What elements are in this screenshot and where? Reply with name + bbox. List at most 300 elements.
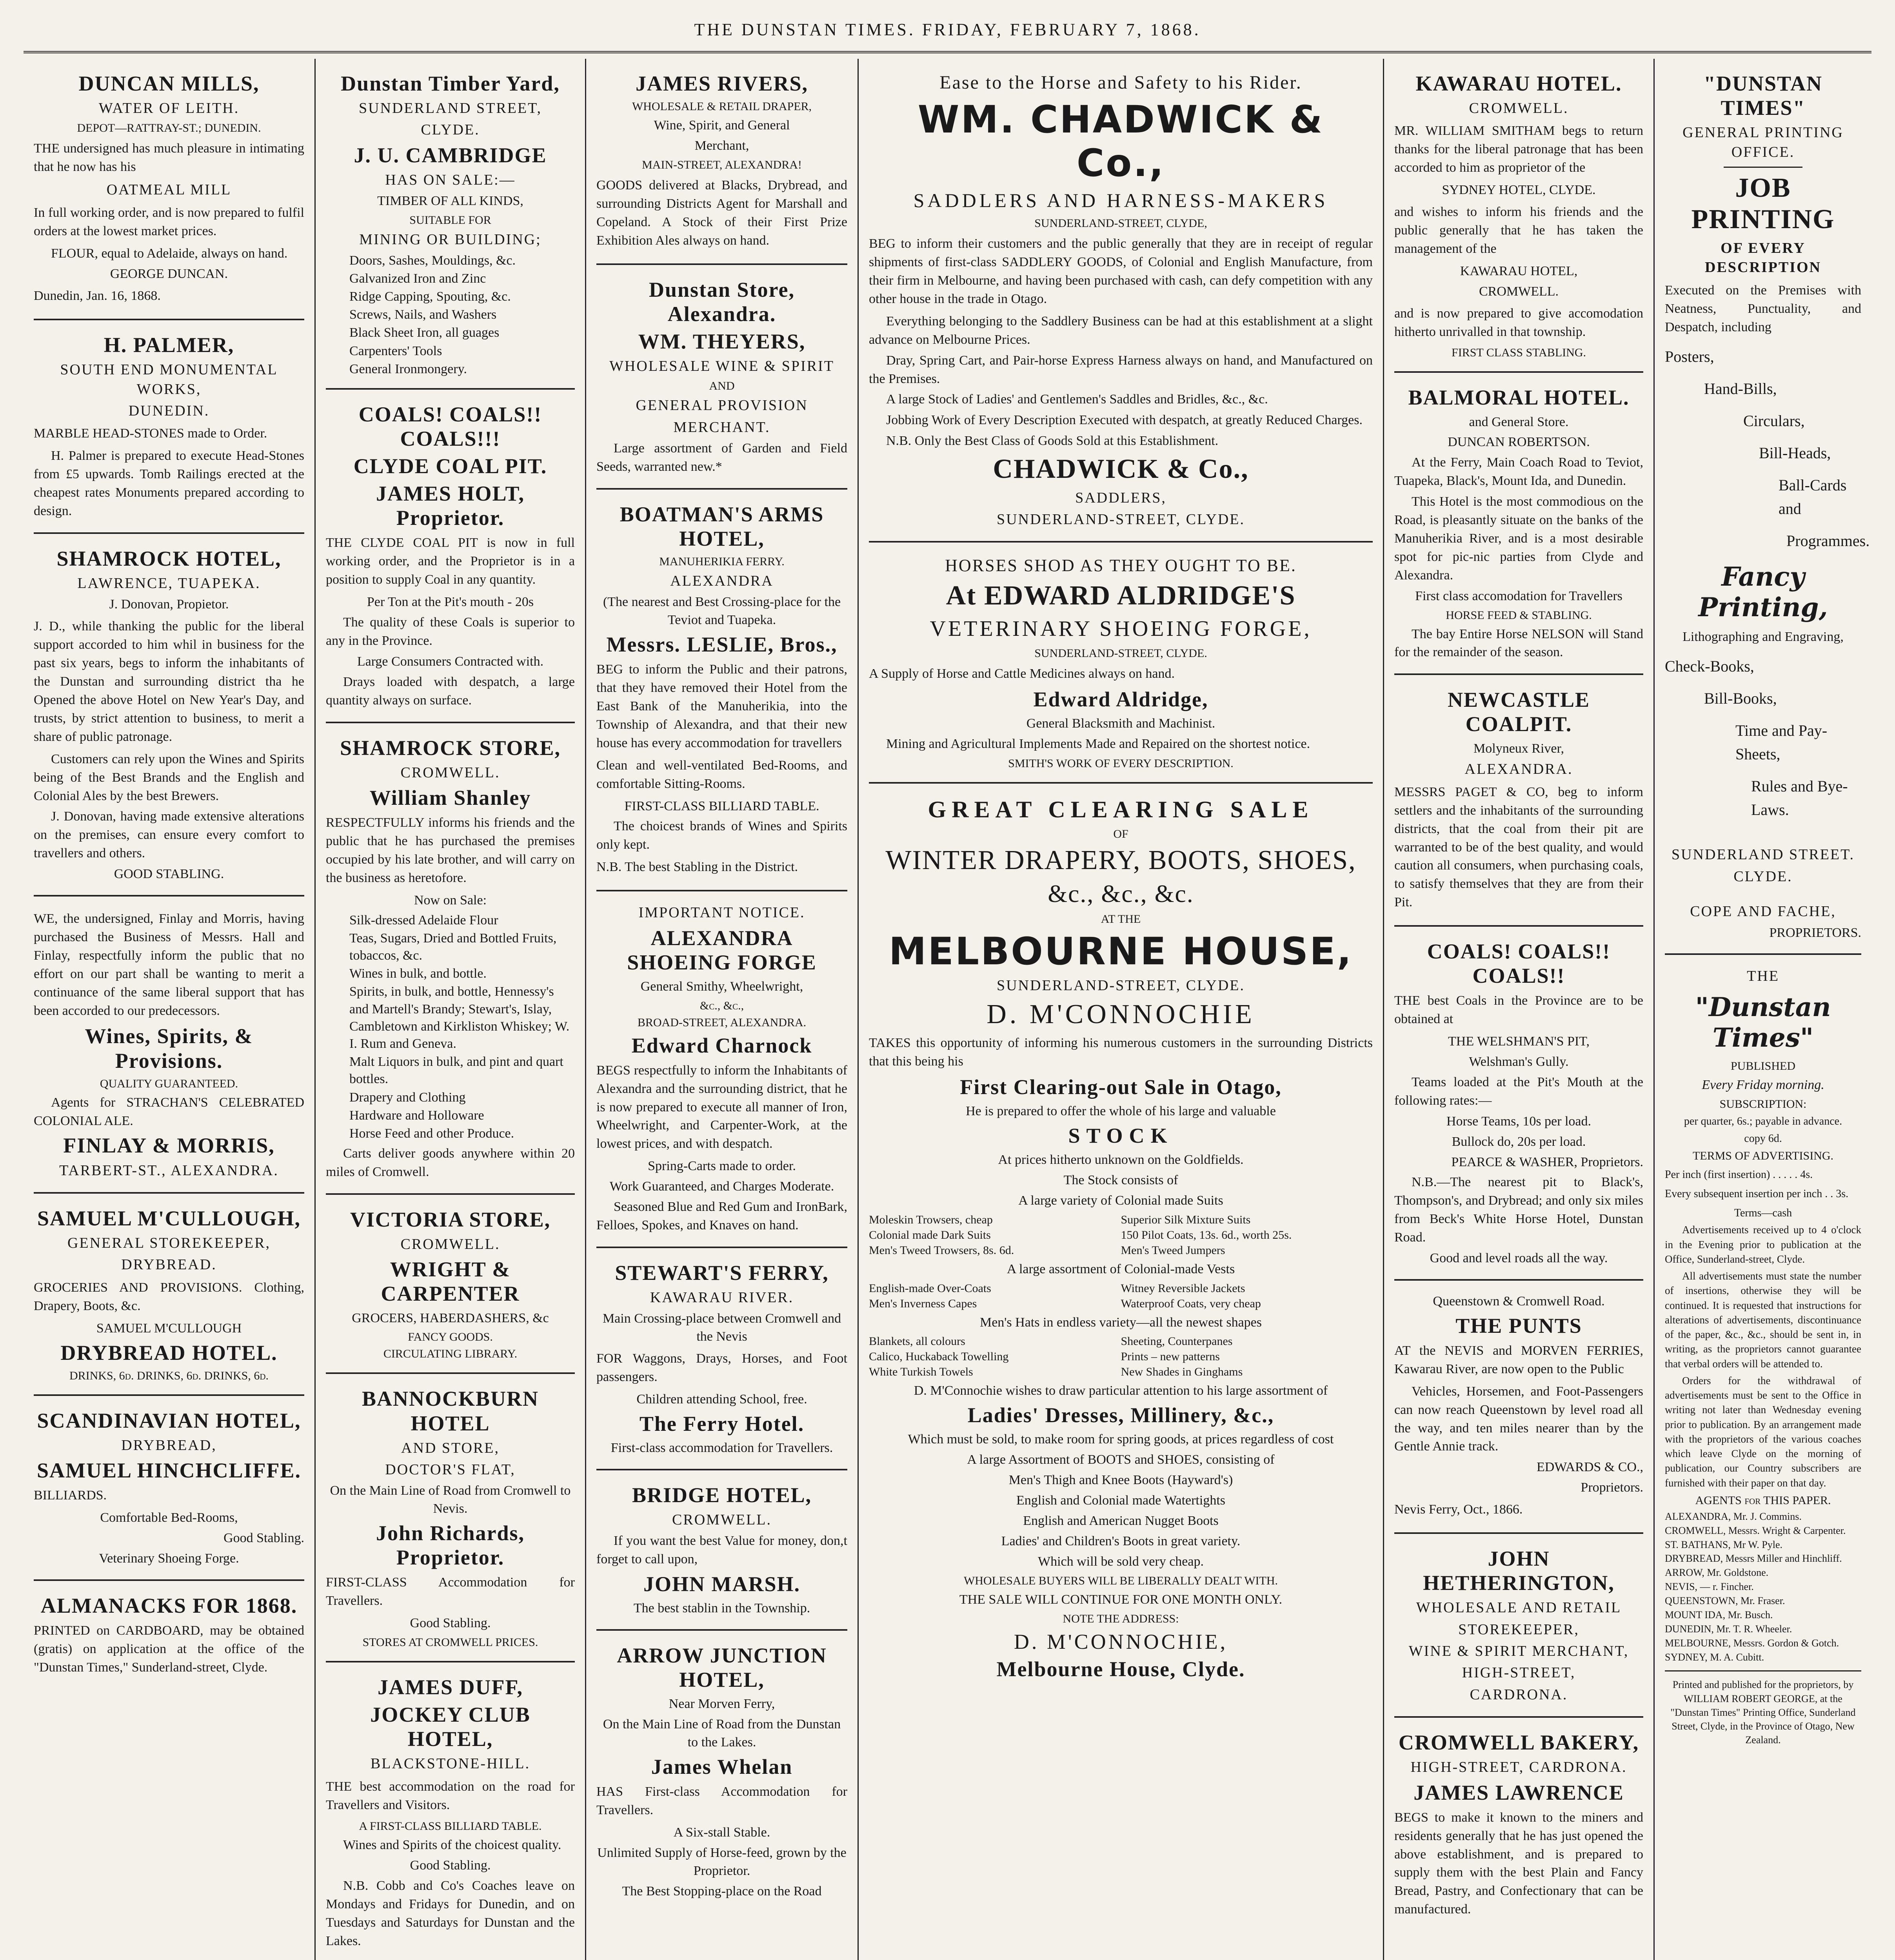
list-item: Bill-Heads, <box>1759 444 1831 462</box>
ad-text: THE SALE WILL CONTINUE FOR ONE MONTH ONLY. <box>959 1592 1283 1607</box>
list-item: Programmes. <box>1786 532 1870 550</box>
ad-name: James Whelan <box>651 1755 793 1779</box>
agents-heading: AGENTS for THIS PAPER. <box>1695 1494 1831 1507</box>
subscription-rate: per quarter, 6s.; payable in advance. <box>1684 1115 1842 1127</box>
ad-subtitle: LAWRENCE, TUAPEKA. <box>77 575 261 592</box>
ad-name: JOHN MARSH. <box>643 1572 800 1596</box>
ad-name: Edward Aldridge, <box>1033 687 1208 711</box>
goods-col-right <box>1121 1281 1373 1311</box>
ad-text: MESSRS PAGET & CO, beg to inform settlers and the inhabitants of the surrounding districts, that the coal from their pit are warranted to be of the best quality, and would caution all consumers, when purchasing coals, to satisfy themselves that they are from their Pit. <box>1394 784 1643 910</box>
ad-title: KAWARAU HOTEL. <box>1415 72 1622 95</box>
ad-note: NOTE THE ADDRESS: <box>1063 1612 1179 1625</box>
ad-date: Dunedin, Jan. 16, 1868. <box>34 289 161 303</box>
column-4 <box>859 59 1384 1960</box>
ad-subtitle: Near Morven Ferry, <box>669 1697 775 1711</box>
ad-duncan-mills <box>34 59 304 320</box>
ad-welshmans-pit <box>1394 927 1643 1281</box>
list-item: Carpenters' Tools <box>349 343 442 358</box>
ad-title: SAMUEL M'CULLOUGH, <box>37 1206 301 1230</box>
ad-name: D. M'CONNOCHIE, <box>1014 1630 1228 1653</box>
ad-text: Good Stabling. <box>223 1531 304 1546</box>
ad-sale: HAS ON SALE:— <box>385 171 516 188</box>
ad-city: ALEXANDRA <box>670 572 774 589</box>
list-item: Sheeting, Counterpanes <box>1121 1335 1233 1348</box>
ad-text: Merchant, <box>694 138 749 153</box>
ad-address: BROAD-STREET, ALEXANDRA. <box>637 1016 807 1029</box>
ad-name: DUNCAN ROBERTSON. <box>1448 435 1590 450</box>
ad-city: CLYDE. <box>1733 868 1793 885</box>
ad-subtitle: SUNDERLAND STREET, <box>358 100 542 117</box>
ad-proprietors: PROPRIETORS. <box>1769 925 1861 940</box>
ad-subtitle: AND STORE, <box>401 1439 500 1456</box>
ad-text: Now on Sale: <box>414 893 487 907</box>
ad-proprietor: JAMES HOLT, Proprietor. <box>376 482 525 530</box>
ad-subtitle: GENERAL STOREKEEPER, <box>67 1235 271 1252</box>
list-item: Blankets, all colours <box>869 1335 965 1348</box>
ad-text: THE best Coals in the Province are to be obtained at <box>1394 993 1643 1027</box>
ad-name: Edward Charnock <box>631 1033 812 1057</box>
ad-signature: GEORGE DUNCAN. <box>110 267 228 281</box>
ad-text: GOODS delivered at Blacks, Drybread, and surrounding Districts Agent for Marshall and Copeland. A Stock of their First Prize Exhibition Ales always on hand. <box>596 178 847 248</box>
ad-address: SUNDERLAND-STREET, CLYDE, <box>1034 217 1207 230</box>
ad-title: STEWART'S FERRY, <box>615 1261 829 1285</box>
ad-hotel: DRYBREAD HOTEL. <box>60 1341 278 1365</box>
ad-text: WHOLESALE BUYERS WILL BE LIBERALLY DEALT WITH. <box>963 1574 1278 1587</box>
goods-table <box>869 1281 1373 1311</box>
ad-firm: FINLAY & MORRIS, <box>63 1134 275 1158</box>
ad-text: Unlimited Supply of Horse-feed, grown by the Proprietor. <box>597 1845 847 1878</box>
ad-firm: WRIGHT & CARPENTER <box>381 1258 520 1306</box>
subscription-heading: SUBSCRIPTION: <box>1719 1097 1807 1111</box>
ad-title: CROMWELL BAKERY, <box>1398 1731 1639 1755</box>
ad-text: GENERAL PROVISION <box>636 397 808 414</box>
paper-name: "Dunstan Times" <box>1695 991 1831 1053</box>
goods-col-left <box>869 1212 1121 1258</box>
ad-text: (The nearest and Best Crossing-place for the Teviot and Tuapeka. <box>603 595 841 628</box>
ad-address: SUNDERLAND-STREET, CLYDE. <box>996 511 1245 528</box>
ad-clearing-sale <box>869 784 1373 1694</box>
ad-title: Dunstan Timber Yard, <box>341 72 560 95</box>
ad-text: STOREKEEPER, <box>1458 1621 1579 1638</box>
ad-title: SHAMROCK HOTEL, <box>56 547 282 570</box>
agent-item: ST. BATHANS, Mr W. Pyle. <box>1665 1539 1783 1550</box>
ad-text: J. D., while thanking the public for the liberal support accorded to him whil in business for the past six years, begs to inform the inhabitants of the Dunstan and surrounding district tha he Opened the above Hotel on New Year's Day, and trusts, by strict attention to business, to merit a share of public patronage. <box>34 619 304 744</box>
ad-victoria-store <box>326 1195 575 1374</box>
ad-name: WM. THEYERS, <box>638 329 806 353</box>
ad-text: Veterinary Shoeing Forge. <box>99 1551 239 1566</box>
ad-text: Good Stabling. <box>410 1616 491 1631</box>
ad-title: JOCKEY CLUB HOTEL, <box>370 1703 531 1751</box>
list-item: English and American Nugget Boots <box>1023 1513 1219 1528</box>
ad-text: RESPECTFULLY informs his friends and the public that he has purchased the premises occupied by his late brother, and will carry on the business as heretofore. <box>326 815 575 885</box>
terms-text: All advertisements must state the number of insertions, otherwise they will be continued. It is requested that instructions for alterations of advertisements, discontinuance of the paper, &c., &c., should be sent in, in writing, as the proprietors cannot guarantee that verbal orders will be attended to. <box>1665 1270 1861 1370</box>
subscription-copy: copy 6d. <box>1744 1132 1782 1145</box>
list-item: Men's Tweed Trowsers, 8s. 6d. <box>869 1243 1014 1257</box>
ad-aldridge <box>869 543 1373 783</box>
ad-text: Drays loaded with despatch, a large quantity always on surface. <box>326 674 575 708</box>
ad-text: In full working order, and is now prepared to fulfil orders at the lowest market prices. <box>34 205 304 238</box>
ad-text: The best stablin in the Township. <box>633 1601 810 1616</box>
ad-name: SAMUEL HINCHCLIFFE. <box>36 1459 302 1483</box>
ad-title: VICTORIA STORE, <box>350 1207 551 1231</box>
ad-subtitle: HIGH-STREET, CARDRONA. <box>1410 1759 1627 1776</box>
list-item: English-made Over-Coats <box>869 1281 991 1295</box>
ad-text: Which must be sold, to make room for spring goods, at prices regardless of cost <box>908 1432 1334 1447</box>
ad-firm: PEARCE & WASHER, Proprietors. <box>1451 1154 1643 1169</box>
ad-name: D. M'CONNOCHIE <box>987 999 1255 1029</box>
ad-subhead: OF EVERY DESCRIPTION <box>1705 240 1821 276</box>
imprint: Printed and published for the proprietors, by WILLIAM ROBERT GEORGE, at the "Dunstan Times" Printing Office, Sunderland Street, Clyde, in the Province of Otago, New Zealand. <box>1670 1679 1856 1746</box>
paper-the: THE <box>1747 968 1779 985</box>
column-1 <box>24 59 316 1960</box>
ad-footer: FIRST CLASS STABLING. <box>1452 346 1586 359</box>
ad-kawarau-hotel <box>1394 59 1643 373</box>
ad-text: Mining and Agricultural Implements Made and Repaired on the shortest notice. <box>886 736 1310 751</box>
ad-text: J. Donovan, having made extensive alterations on the premises, can ensure every comfort to travellers and others. <box>34 809 304 861</box>
ad-text: Everything belonging to the Saddlery Business can be had at this establishment at a slight advance on Melbourne Prices. <box>869 314 1373 347</box>
ad-shamrock-hotel <box>34 534 304 897</box>
ad-firm: COPE AND FACHE, <box>1690 903 1836 920</box>
ad-name: JAMES LAWRENCE <box>1414 1780 1624 1804</box>
ad-text: and is now prepared to give accomodation hitherto unrivalled in that township. <box>1394 306 1643 339</box>
ad-text: MR. WILLIAM SMITHAM begs to return thanks for the liberal patronage that has been accorded to him as proprietor of the <box>1394 123 1643 175</box>
ad-text: BEGS to make it known to the miners and residents generally that he has just opened the above establishment, and is prepared to supply them with the best Plain and Fancy Bread, Pastry, and Confectionary that can be manufactured. <box>1394 1810 1643 1917</box>
ad-boatmans-arms <box>596 490 847 891</box>
ad-headline: Ladies' Dresses, Millinery, &c., <box>967 1403 1274 1427</box>
ad-tagline: Queenstown & Cromwell Road. <box>1433 1294 1605 1308</box>
paper-published: PUBLISHED <box>1730 1059 1795 1073</box>
ad-title: MELBOURNE HOUSE, <box>888 929 1353 973</box>
list-item: Wines in bulk, and bottle. <box>349 966 487 981</box>
ad-rate: Bullock do, 20s per load. <box>1452 1134 1586 1149</box>
list-item: Silk-dressed Adelaide Flour <box>349 913 498 927</box>
ad-subtitle: KAWARAU RIVER. <box>650 1289 794 1306</box>
ad-text: N.B. The best Stabling in the District. <box>596 860 798 875</box>
agent-item: ALEXANDRA, Mr. J. Commins. <box>1665 1510 1802 1522</box>
ad-title: THE PUNTS <box>1455 1314 1582 1338</box>
ad-text: STORES AT CROMWELL PRICES. <box>362 1636 538 1649</box>
ad-city: DUNEDIN. <box>128 403 210 419</box>
ad-cromwell-bakery <box>1394 1718 1643 1932</box>
agent-item: DRYBREAD, Messrs Miller and Hinchliff. <box>1665 1553 1842 1564</box>
list-item: Hand-Bills, <box>1704 380 1777 398</box>
ad-subtitle: GENERAL PRINTING OFFICE. <box>1682 124 1844 160</box>
ad-text: HIGH-STREET, <box>1462 1664 1576 1681</box>
ad-title: SCANDINAVIAN HOTEL, <box>37 1408 301 1432</box>
ad-name: The Ferry Hotel. <box>639 1412 805 1436</box>
ad-text: Good and level roads all the way. <box>1430 1251 1608 1266</box>
list-item: Screws, Nails, and Washers <box>349 307 497 322</box>
ad-bannockburn-hotel <box>326 1374 575 1662</box>
ad-footer: GOOD STABLING. <box>114 867 224 882</box>
ad-finlay-morris <box>34 897 304 1194</box>
ad-text: THE best accommodation on the road for Travellers and Visitors. <box>326 1779 575 1812</box>
ad-shamrock-store <box>326 723 575 1195</box>
ad-text: Customers can rely upon the Wines and Spirits being of the Best Brands and the English and Colonial Ales by the best Brewers. <box>34 751 304 803</box>
ad-text: N.B. Cobb and Co's Coaches leave on Mondays and Fridays for Dunedin, and on Tuesdays and Saturdays for Dunstan and the Lakes. <box>326 1878 575 1949</box>
ad-subtitle: DRYBREAD, <box>121 1437 217 1454</box>
ad-james-rivers <box>596 59 847 265</box>
ad-text: BEG to inform the Public and their patrons, that they have removed their Hotel from the East Bank of the Manuherikia, into the Township of Alexandra, and that their new house has every accommodation for travellers <box>596 662 847 750</box>
list-item: Superior Silk Mixture Suits <box>1121 1213 1251 1226</box>
masthead: THE DUNSTAN TIMES. FRIDAY, FEBRUARY 7, 1868. <box>24 8 1871 53</box>
ad-city: CARDRONA. <box>1470 1686 1568 1703</box>
ad-proprietor: John Richards, Proprietor. <box>376 1521 525 1570</box>
ad-text: MARBLE HEAD-STONES made to Order. <box>34 426 267 441</box>
list-item: English and Colonial made Watertights <box>1016 1493 1225 1508</box>
ad-text: A large Assortment of BOOTS and SHOES, consisting of <box>967 1452 1275 1467</box>
ad-text: Lithographing and Engraving, <box>1682 630 1844 644</box>
list-item: Drapery and Clothing <box>349 1090 466 1105</box>
ad-house: Melbourne House, Clyde. <box>996 1657 1245 1681</box>
ad-text: GROCERIES AND PROVISIONS. Clothing, Drapery, Boots, &c. <box>34 1280 304 1313</box>
list-item: Horse Feed and other Produce. <box>349 1126 514 1141</box>
ad-title: Wines, Spirits, & Provisions. <box>85 1024 253 1073</box>
ad-title: ALMANACKS FOR 1868. <box>40 1593 298 1617</box>
ad-title: H. PALMER, <box>104 333 234 357</box>
ad-proprietor: Proprietors. <box>1581 1480 1643 1495</box>
ad-text: The Best Stopping-place on the Road <box>622 1884 822 1898</box>
ad-banner: COALS! COALS!! COALS!!! <box>358 402 542 451</box>
ad-text: A large variety of Colonial made Suits <box>1018 1193 1223 1208</box>
agent-item: NEVIS, — r. Fincher. <box>1665 1581 1754 1593</box>
column-2 <box>316 59 586 1960</box>
ad-name: JOHN HETHERINGTON, <box>1423 1547 1615 1595</box>
ad-text: The Stock consists of <box>1063 1172 1178 1187</box>
ad-stewarts-ferry <box>596 1248 847 1470</box>
ad-balmoral-hotel <box>1394 373 1643 675</box>
agent-item: CROMWELL, Messrs. Wright & Carpenter. <box>1665 1524 1846 1536</box>
ad-name: JAMES DUFF, <box>377 1675 523 1699</box>
ad-drinks: DRINKS, 6d. DRINKS, 6d. DRINKS, 6d. <box>69 1369 269 1382</box>
ad-text: Dray, Spring Cart, and Pair-horse Express Harness always on hand, and Manufactured on the Premises. <box>869 353 1373 386</box>
ad-text: WINE & SPIRIT MERCHANT, <box>1408 1643 1629 1659</box>
ad-text: Comfortable Bed-Rooms, <box>100 1510 238 1525</box>
ad-address: SUNDERLAND-STREET, CLYDE. <box>996 977 1245 994</box>
agent-item: ARROW, Mr. Goldstone. <box>1665 1567 1769 1579</box>
terms-line: Every subsequent insertion per inch . . 3s. <box>1665 1187 1849 1200</box>
ad-text: THE undersigned has much pleasure in intimating that he now has his <box>34 141 304 174</box>
ad-text: Carts deliver goods anywhere within 20 miles of Cromwell. <box>326 1146 575 1179</box>
ad-text: MINING OR BUILDING; <box>359 231 541 248</box>
ad-text: BEG to inform their customers and the public generally that they are in receipt of regular shipments of first-class SADDLERY GOODS, of Colonial and English Manufacture, from their firm in Melbourne, and having been purchased with cash, can defy competition with any other house in the trade in Otago. <box>869 236 1373 306</box>
list-item: Circulars, <box>1743 412 1805 430</box>
ad-subtitle: MANUHERIKIA FERRY. <box>659 555 785 568</box>
column-3 <box>586 59 859 1960</box>
ad-text: and wishes to inform his friends and the public generally that he has taken the management of the <box>1394 205 1643 256</box>
list-item: Teas, Sugars, Dried and Bottled Fruits, tobaccos, &c. <box>349 931 557 963</box>
ad-mill: OATMEAL MILL <box>106 181 232 198</box>
list-item: White Turkish Towels <box>869 1365 973 1379</box>
ad-text: Executed on the Premises with Neatness, Punctuality, and Despatch, including <box>1665 283 1861 334</box>
ad-text: WINTER DRAPERY, BOOTS, SHOES, <box>885 845 1356 875</box>
ad-almanacks <box>34 1581 304 1690</box>
list-item: Men's Inverness Capes <box>869 1297 977 1310</box>
ad-text: CIRCULATING LIBRARY. <box>383 1347 518 1361</box>
ad-subtitle: WATER OF LEITH. <box>98 100 240 117</box>
ad-rate: Horse Teams, 10s per load. <box>1446 1114 1592 1129</box>
ad-text: FIRST-CLASS BILLIARD TABLE. <box>624 799 819 813</box>
list-item: Waterproof Coats, very cheap <box>1121 1297 1261 1310</box>
ad-footer: SMITH'S WORK OF EVERY DESCRIPTION. <box>1008 757 1234 770</box>
ad-text: Wines and Spirits of the choicest quality. <box>343 1837 561 1852</box>
list-item: Ladies' and Children's Boots in great variety. <box>1001 1534 1241 1548</box>
terms-heading: TERMS OF ADVERTISING. <box>1692 1149 1834 1163</box>
column-6 <box>1655 59 1871 1960</box>
ad-stock: STOCK <box>1068 1123 1174 1147</box>
ad-text: &c., &c., <box>699 999 744 1012</box>
ad-text: HAS First-class Accommodation for Travellers. <box>596 1784 847 1817</box>
ad-palmer <box>34 320 304 534</box>
ad-the-punts <box>1394 1281 1643 1534</box>
list-item: Hardware and Holloware <box>349 1108 484 1123</box>
list-item: Ball-Cards and <box>1779 476 1847 518</box>
list-item: Spirits, in bulk, and bottle, Hennessy's and Martell's Brandy; Stewart's, Islay, Cambletown and Kirkliston Whiskey; W. I. Rum and Geneva. <box>349 984 570 1051</box>
terms-cash: Terms—cash <box>1734 1207 1792 1219</box>
ad-title: BALMORAL HOTEL. <box>1408 386 1630 410</box>
agent-item: MOUNT IDA, Mr. Busch. <box>1665 1609 1773 1621</box>
ad-text: N.B. Only the Best Class of Goods Sold at this Establishment. <box>886 434 1219 448</box>
list-item: Moleskin Trowsers, cheap <box>869 1213 993 1226</box>
ad-subtitle: and General Store. <box>1469 414 1569 429</box>
goods-col-left <box>869 1281 1121 1311</box>
goods-table <box>869 1212 1373 1258</box>
ad-date: Nevis Ferry, Oct., 1866. <box>1394 1502 1523 1517</box>
ad-text: A FIRST-CLASS BILLIARD TABLE. <box>359 1819 542 1833</box>
ad-text: First class accomodation for Travellers <box>1415 588 1622 603</box>
list-item: Calico, Huckaback Towelling <box>869 1350 1009 1363</box>
list-item: Prints – new patterns <box>1121 1350 1220 1363</box>
list-item: Men's Tweed Jumpers <box>1121 1243 1225 1257</box>
ad-printing-office <box>1665 59 1870 955</box>
ad-text: Work Guaranteed, and Charges Moderate. <box>609 1179 834 1194</box>
terms-text: Advertisements received up to 4 o'clock in the Evening prior to publication at the Office, Sunderland-street, Clyde. <box>1665 1224 1861 1265</box>
ad-title: At EDWARD ALDRIDGE'S <box>946 580 1296 611</box>
ad-text: At prices hitherto unknown on the Goldfields. <box>998 1152 1244 1167</box>
agent-item: SYDNEY, M. A. Cubitt. <box>1665 1651 1764 1663</box>
ad-banner: GREAT CLEARING SALE <box>928 796 1314 822</box>
ad-text: Good Stabling. <box>410 1858 491 1873</box>
ad-text: Seasoned Blue and Red Gum and IronBark, Felloes, Spokes, and Knaves on hand. <box>596 1200 847 1232</box>
ad-subtitle: Molyneux River, <box>1473 741 1564 756</box>
ad-text: Agents for STRACHAN'S CELEBRATED COLONIAL ALE. <box>34 1095 304 1128</box>
ad-bridge-hotel <box>596 1470 847 1631</box>
ad-title: JAMES RIVERS, <box>635 72 809 95</box>
ad-tagline: Ease to the Horse and Safety to his Rider. <box>939 72 1302 93</box>
ad-text: The choicest brands of Wines and Spirits only kept. <box>596 819 847 852</box>
ad-proprietor: J. Donovan, Propietor. <box>109 597 229 612</box>
agent-item: MELBOURNE, Messrs. Gordon & Gotch. <box>1665 1637 1839 1649</box>
ad-tagline: HORSES SHOD AS THEY OUGHT TO BE. <box>945 556 1297 575</box>
ad-city: CROMWELL. <box>1479 284 1559 299</box>
ad-text: OF <box>1113 827 1128 840</box>
ad-fancy-printing: Fancy Printing, <box>1698 561 1828 623</box>
goods-col-right <box>1121 1212 1373 1258</box>
ad-text: On the Main Line of Road from the Dunstan to the Lakes. <box>603 1717 841 1750</box>
ad-text: &c., &c., &c. <box>1048 880 1194 908</box>
ad-text: WHOLESALE WINE & SPIRIT <box>609 358 834 374</box>
terms-line: Per inch (first insertion) . . . . . 4s. <box>1665 1169 1813 1181</box>
ad-notice: IMPORTANT NOTICE. <box>638 904 805 921</box>
ad-text: He is prepared to offer the whole of his large and valuable <box>966 1103 1276 1118</box>
ad-text: Wine, Spirit, and General <box>654 118 790 133</box>
divider <box>1724 167 1802 168</box>
ad-title: "DUNSTAN TIMES" <box>1703 72 1822 120</box>
ad-text: BEGS respectfully to inform the Inhabitants of Alexandra and the surrounding district, that he is now prepared to execute all manner of Iron, Wheelwright, and Carpenter-Work, at the lowest prices, and with despatch. <box>596 1063 847 1151</box>
ad-text: MERCHANT. <box>673 419 770 436</box>
ad-title: NEWCASTLE COALPIT. <box>1447 688 1590 736</box>
ad-hotel: KAWARAU HOTEL, <box>1460 263 1578 278</box>
ad-text: At the Ferry, Main Coach Road to Teviot, Tuapeka, Black's, Mount Ida, and Dunedin. <box>1394 455 1643 488</box>
ad-depot: DEPOT—RATTRAY-ST.; DUNEDIN. <box>77 122 261 135</box>
ad-timber-yard <box>326 59 575 390</box>
ad-firm: EDWARDS & CO., <box>1536 1460 1643 1475</box>
ad-subtitle: WHOLESALE & RETAIL DRAPER, <box>632 100 812 113</box>
ad-city: CROMWELL. <box>1469 100 1569 117</box>
ad-title: DUNCAN MILLS, <box>78 72 260 95</box>
ad-text: Teams loaded at the Pit's Mouth at the following rates:— <box>1394 1074 1643 1108</box>
ad-hetherington <box>1394 1534 1643 1718</box>
ad-text: AT the NEVIS and MORVEN FERRIES, Kawarau River, are now open to the Public <box>1394 1343 1643 1376</box>
ad-text: WHOLESALE AND RETAIL <box>1416 1599 1622 1616</box>
ad-paper-info <box>1665 955 1861 1759</box>
ad-place: DOCTOR'S FLAT, <box>385 1461 516 1478</box>
ad-city: ALEXANDRA. <box>1464 761 1573 778</box>
paper-day: Every Friday morning. <box>1702 1077 1824 1092</box>
list-item: Men's Thigh and Knee Boots (Hayward's) <box>1008 1473 1233 1488</box>
list-item: Galvanized Iron and Zinc <box>349 271 486 286</box>
ad-name: SAMUEL M'CULLOUGH <box>96 1321 242 1336</box>
ad-text: FOR Waggons, Drays, Horses, and Foot passengers. <box>596 1351 847 1385</box>
ad-title: SHAMROCK STORE, <box>340 736 561 760</box>
ad-chadwick <box>869 59 1373 543</box>
ad-headline: JOB PRINTING <box>1691 172 1835 235</box>
ad-jockey-club-hotel <box>326 1662 575 1960</box>
ad-title: ARROW JUNCTION HOTEL, <box>617 1644 827 1692</box>
ad-text: Per Ton at the Pit's mouth - 20s <box>367 595 534 610</box>
ad-text: Children attending School, free. <box>636 1392 807 1406</box>
ad-text: Men's Hats in endless variety—all the newest shapes <box>979 1315 1262 1330</box>
ad-text: FLOUR, equal to Adelaide, always on hand. <box>51 246 288 261</box>
ad-text: FIRST-CLASS Accommodation for Travellers. <box>326 1575 575 1608</box>
ad-pit: THE WELSHMAN'S PIT, <box>1448 1034 1590 1049</box>
ad-mccullough <box>34 1194 304 1396</box>
ad-text: The bay Entire Horse NELSON will Stand for the remainder of the season. <box>1394 626 1643 660</box>
list-item: New Shades in Ginghams <box>1121 1365 1243 1379</box>
ad-name: William Shanley <box>369 786 531 810</box>
ad-title: BANNOCKBURN HOTEL <box>362 1387 539 1435</box>
ad-text: A large assortment of Colonial-made Vests <box>1007 1261 1235 1276</box>
terms-text: Orders for the withdrawal of advertisements must be sent to the Office in writing not later than Wednesday evening prior to publication. By an arrangement made with the proprietors of the various coaches which leave Clyde on the morning of publication, our Country subscribers are furnished with their paper on that day. <box>1665 1374 1861 1489</box>
ad-text: Spring-Carts made to order. <box>648 1159 796 1174</box>
ad-title: CLYDE COAL PIT. <box>353 454 547 478</box>
ad-subtitle: QUALITY GUARANTEED. <box>100 1077 238 1090</box>
ad-text: HORSE FEED & STABLING. <box>1446 608 1592 622</box>
ad-title: BOATMAN'S ARMS HOTEL, <box>620 502 824 550</box>
page-columns <box>24 59 1871 1960</box>
ad-alexandra-shoeing-forge <box>596 891 847 1248</box>
ad-subtitle: General Smithy, Wheelwright, <box>640 979 803 994</box>
list-item: Doors, Sashes, Mouldings, &c. <box>349 253 516 268</box>
ad-text: A Six-stall Stable. <box>673 1825 770 1840</box>
goods-col-right <box>1121 1334 1373 1379</box>
ad-text: Large Consumers Contracted with. <box>357 654 544 669</box>
ad-text: D. M'Connochie wishes to draw particular attention to his large assortment of <box>914 1383 1328 1398</box>
ad-text: BILLIARDS. <box>34 1488 107 1503</box>
ad-title: ALEXANDRA SHOEING FORGE <box>627 926 817 974</box>
list-item: Colonial made Dark Suits <box>869 1228 991 1241</box>
ad-text: H. Palmer is prepared to execute Head-Stones from £5 upwards. Tomb Railings erected at the cheapest rates Monuments prepared according to design. <box>34 448 304 519</box>
